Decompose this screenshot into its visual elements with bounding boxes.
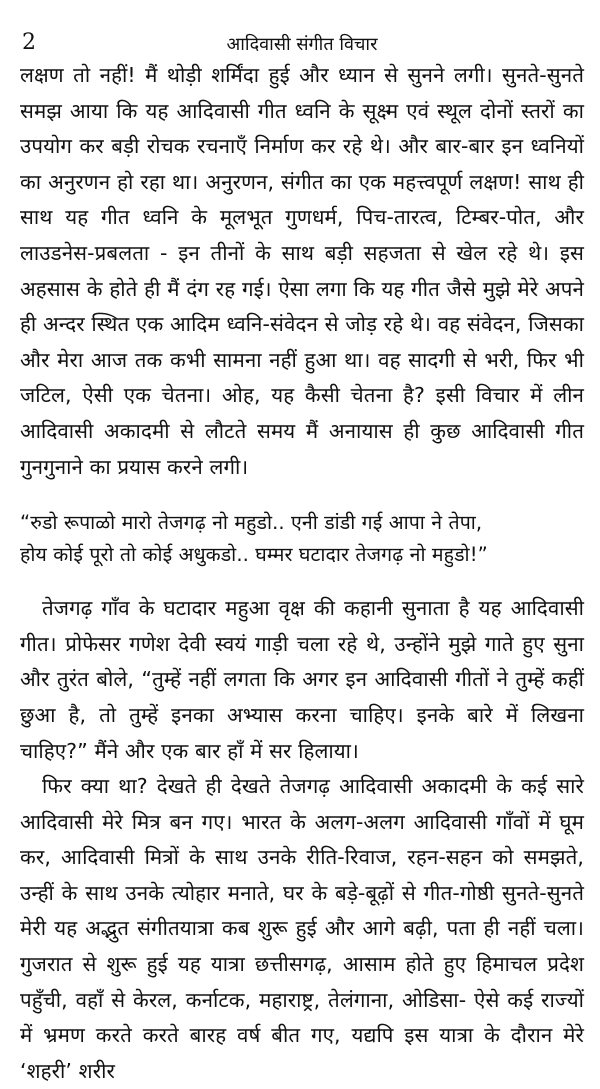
verse-line-2: होय कोई पूरो तो कोई अधुकडो.. घम्मर घटादार तेजगढ़ नो महुडो!” — [20, 543, 488, 567]
page-number: 2 — [22, 30, 36, 55]
paragraph-1: लक्षण तो नहीं! मैं थोड़ी शर्मिंदा हुई और ध्यान से सुनने लगी। सुनते-सुनते समझ आया कि यह आदिवासी गीत ध्वनि के सूक्ष्म एवं स्थूल दोनों स्तरों का उपयोग कर बड़ी रोचक रचनाएँ निर्माण कर रहे थे। और बार-बार इन ध्वनियों का अनुरणन हो रहा था। अनुरणन, संगीत का एक महत्त्वपूर्ण लक्षण! साथ ही साथ यह गीत ध्वनि के मूलभूत गुणधर्म, पिच-तारत्व, टिम्बर-पोत, और लाउडनेस-प्रबलता - इन तीनों के साथ बड़ी सहजता से खेल रहे थे। इस अहसास के होते ही मैं दंग रह गई। ऐसा लगा कि यह गीत जैसे मुझे मेरे अपने ही अन्दर स्थित एक आदिम ध्वनि-संवेदन से जोड़ रहे थे। वह संवेदन, जिसका और मेरा आज तक कभी सामना नहीं हुआ था। वह सादगी से भरी, फिर भी जटिल, ऐसी एक चेतना। ओह, यह कैसी चेतना है? इसी विचार में लीन आदिवासी अकादमी से लौटते समय मैं अनायास ही कुछ आदिवासी गीत गुनगुनाने का प्रयास करने लगी। — [20, 63, 584, 479]
paragraph-2: तेजगढ़ गाँव के घटादार महुआ वृक्ष की कहानी सुनाता है यह आदिवासी गीत। प्रोफेसर गणेश देवी स्वयं गाड़ी चला रहे थे, उन्होंने मुझे गाते हुए सुना और तुरंत बोले, “तुम्हें नहीं लगता कि अगर इन आदिवासी गीतों ने तुम्हें कहीं छुआ है, तो तुम्हें इनका अभ्यास करना चाहिए। इनके बारे में लिखना चाहिए?” मैंने और एक बार हाँ में सर हिलाया। — [20, 596, 584, 763]
paragraph-3: फिर क्या था? देखते ही देखते तेजगढ़ आदिवासी अकादमी के कई सारे आदिवासी मेरे मित्र बन गए। भारत के अलग-अलग आदिवासी गाँवों में घूम कर, आदिवासी मित्रों के साथ उनके रीति-रिवाज, रहन-सहन को समझते, उन्हीं के साथ उनके त्योहार मनाते, घर के बड़े-बूढ़ों से गीत-गोष्ठी सुनते-सुनते मेरी यह अद्भुत संगीतयात्रा कब शुरू हुई और आगे बढ़ी, पता ही नहीं चला। गुजरात से शुरू हुई यह यात्रा छत्तीसगढ़, आसाम होते हुए हिमाचल प्रदेश पहुँची, वहाँ से केरल, कर्नाटक, महाराष्ट्र, तेलंगाना, ओडिसा- ऐसे कई राज्यों में भ्रमण करते करते बारह वर्ष बीत गए, यद्यपि इस यात्रा के दौरान मेरे ‘शहरी’ शरीर — [20, 774, 584, 1083]
running-title: आदिवासी संगीत विचार — [226, 34, 378, 55]
verse-block — [20, 507, 584, 571]
page-header — [20, 0, 584, 58]
body-text — [20, 58, 584, 1089]
verse-line-1: “रुडो रूपाळो मारो तेजगढ़ नो महुडो.. एनी डांडी गई आपा ने तेपा, — [20, 511, 483, 535]
